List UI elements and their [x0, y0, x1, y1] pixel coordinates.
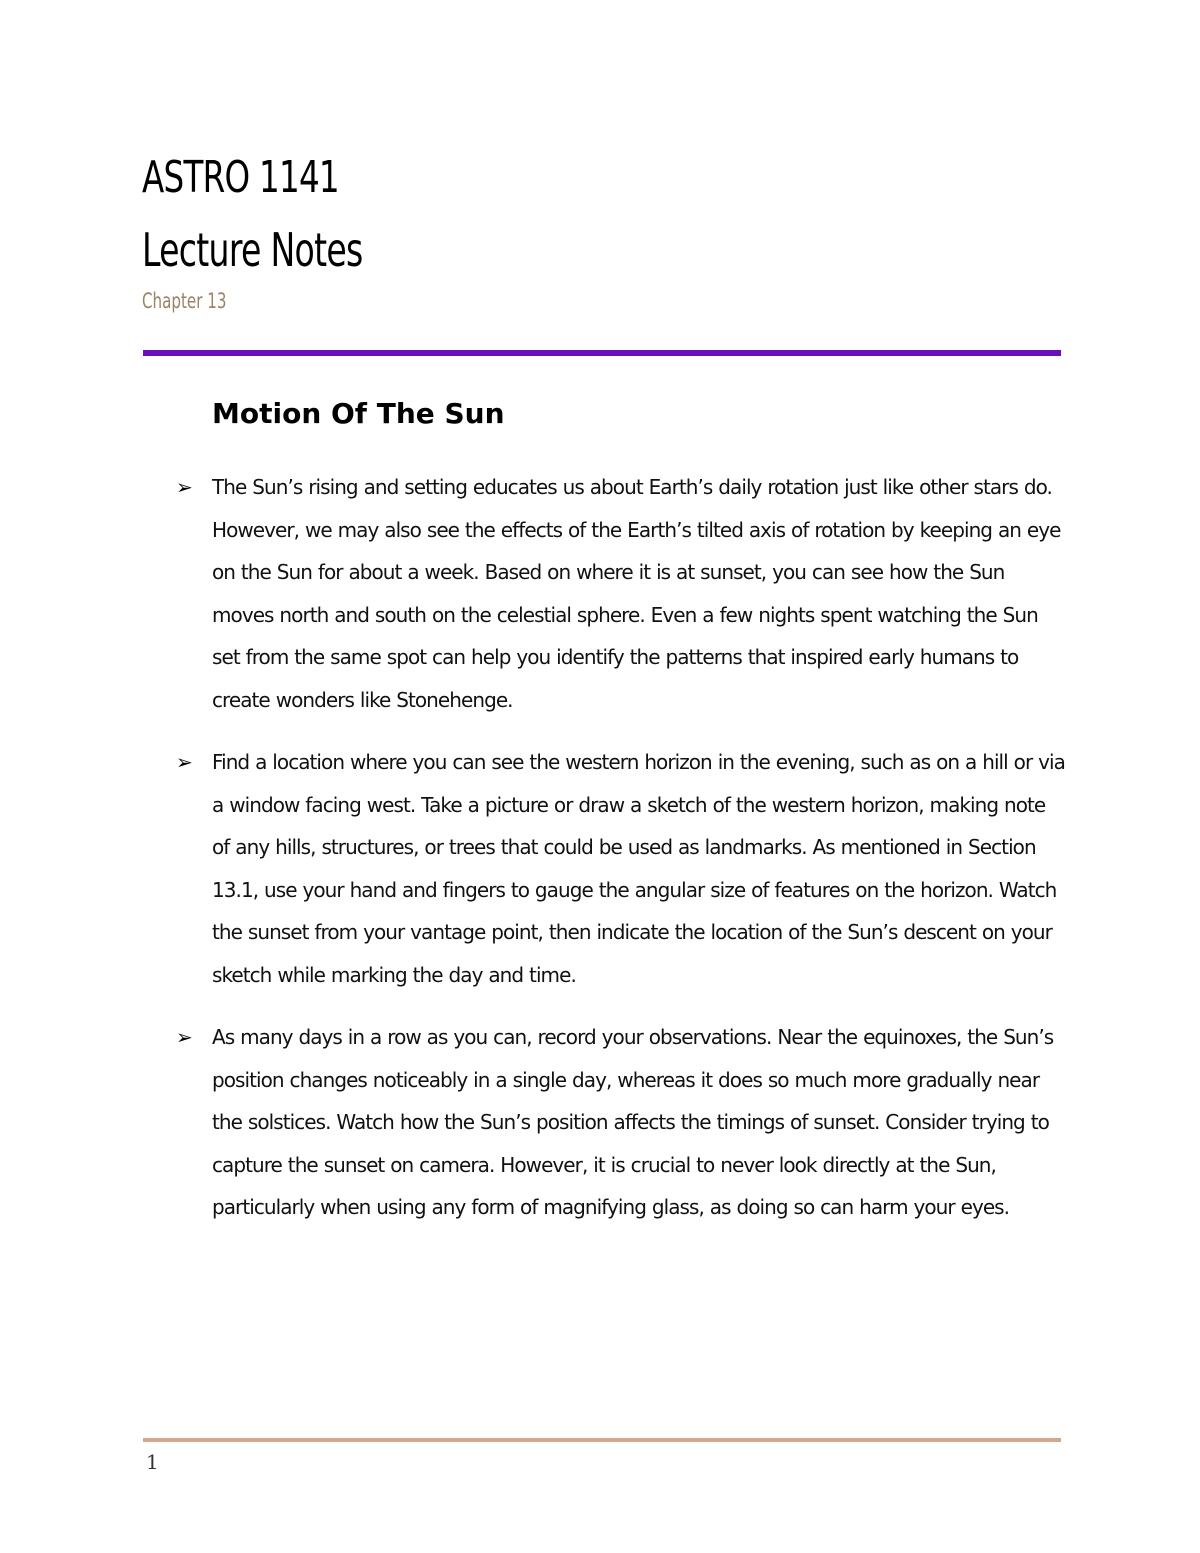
course-title: ASTRO 1141	[142, 152, 339, 203]
list-item	[176, 466, 1066, 721]
bullet-text: The Sun’s rising and setting educates us about Earth’s daily rotation just like other stars do. However, we may also see the effects of the Earth’s tilted axis of rotation by keeping an eye on the Sun for about a week. Based on where it is at sunset, you can see how the Sun moves north and south on the celestial sphere. Even a few nights spent watching the Sun set from the same spot can help you identify the patterns that inspired early humans to create wonders like Stonehenge.	[212, 475, 1061, 712]
bullet-text: Find a location where you can see the western horizon in the evening, such as on a hill or via a window facing west. Take a picture or draw a sketch of the western horizon, making note of any hills, structures, or trees that could be used as landmarks. As mentioned in Section 13.1, use your hand and fingers to gauge the angular size of features on the horizon. Watch the sunset from your vantage point, then indicate the location of the Sun’s descent on your sketch while marking the day and time.	[212, 750, 1065, 987]
page-number: 1	[146, 1450, 159, 1474]
arrowhead-bullet-icon: ➢	[176, 1025, 193, 1049]
list-item	[176, 741, 1066, 996]
bullet-list	[176, 466, 1066, 1249]
arrowhead-bullet-icon: ➢	[176, 750, 193, 774]
arrowhead-bullet-icon: ➢	[176, 475, 193, 499]
footer-divider	[143, 1438, 1061, 1442]
document-subtitle: Lecture Notes	[142, 223, 363, 277]
bullet-text: As many days in a row as you can, record your observations. Near the equinoxes, the Sun’s position changes noticeably in a single day, whereas it does so much more gradually near the solstices. Watch how the Sun’s position affects the timings of sunset. Consider trying to capture the sunset on camera. However, it is crucial to never look directly at the Sun, particularly when using any form of magnifying glass, as doing so can harm your eyes.	[212, 1025, 1054, 1219]
header-divider	[143, 350, 1061, 356]
section-heading: Motion Of The Sun	[212, 397, 505, 430]
chapter-label: Chapter 13	[142, 289, 227, 313]
list-item	[176, 1016, 1066, 1229]
